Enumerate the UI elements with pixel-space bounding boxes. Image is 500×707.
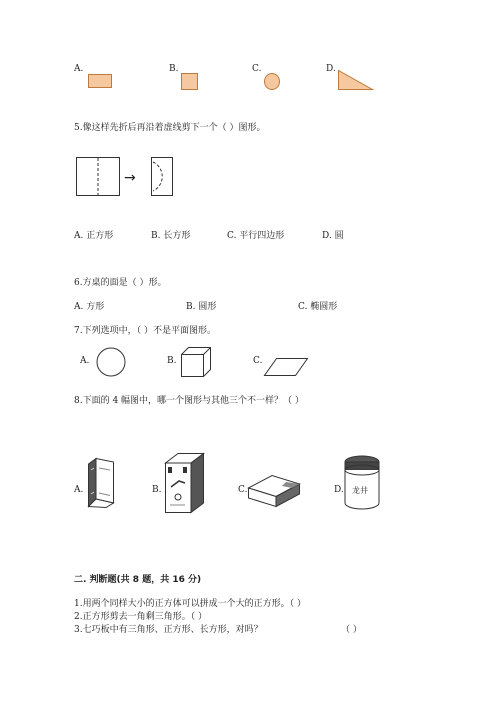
q7-option-b-label: B. — [167, 356, 177, 366]
q4-option-a-label: A. — [74, 64, 84, 74]
q6-option-b: B. 圆形 — [186, 302, 217, 312]
judgement-item-1: 1.用两个同样大小的正方体可以拼成一个大的正方形。（ ） — [74, 599, 306, 609]
q8-option-c-label: C. — [238, 485, 248, 495]
cube-icon — [181, 347, 211, 377]
q7-option-c-label: C. — [253, 356, 263, 366]
q4-option-c-label: C. — [252, 64, 262, 74]
orange-square-icon — [181, 73, 198, 90]
box-icon — [165, 453, 204, 513]
q8-option-a-label: A. — [74, 485, 84, 495]
folded-paper-icon — [76, 157, 121, 197]
orange-circle-icon — [264, 73, 280, 90]
q5-option-b: B. 长方形 — [151, 231, 191, 241]
q5-option-d: D. 圆 — [322, 231, 344, 241]
cut-paper-icon — [151, 157, 175, 197]
q7-option-a-label: A. — [80, 356, 90, 366]
q5-option-a: A. 正方形 — [74, 231, 114, 241]
q4-option-d-label: D. — [326, 64, 336, 74]
book-icon — [88, 458, 114, 508]
section2-heading: 二. 判断题(共 8 题，共 16 分) — [74, 575, 202, 585]
tea-can-label: 龙井 — [352, 486, 368, 495]
orange-right-triangle-icon — [338, 70, 373, 90]
judgement-item-3-answer-paren: （ ） — [341, 625, 362, 635]
judgement-item-2: 2.正方形剪去一角剩三角形。（ ） — [74, 612, 207, 622]
q8-question-text: 8.下面的 4 幅图中，哪一个图形与其他三个不一样？（ ） — [74, 396, 304, 406]
q8-option-d-label: D. — [334, 485, 344, 495]
q6-option-a: A. 方形 — [74, 302, 105, 312]
parallelogram-icon — [264, 358, 308, 376]
orange-rectangle-icon — [88, 74, 112, 88]
q5-option-c: C. 平行四边形 — [227, 231, 285, 241]
judgement-item-3: 3.七巧板中有三角形、正方形、长方形，对吗？ — [74, 625, 263, 635]
q4-option-b-label: B. — [169, 64, 179, 74]
circle-icon — [96, 347, 126, 377]
q5-question-text: 5.像这样先折后再沿着虚线剪下一个（ ）图形。 — [74, 123, 266, 133]
q6-question-text: 6.方桌的面是（ ）形。 — [74, 278, 167, 288]
q8-option-b-label: B. — [152, 485, 162, 495]
q7-question-text: 7.下列选项中，（ ）不是平面图形。 — [74, 326, 216, 336]
arrow-right-icon: → — [124, 170, 136, 186]
tea-can-icon — [344, 455, 380, 510]
eraser-icon — [248, 475, 300, 507]
q6-option-c: C. 椭圆形 — [298, 302, 338, 312]
